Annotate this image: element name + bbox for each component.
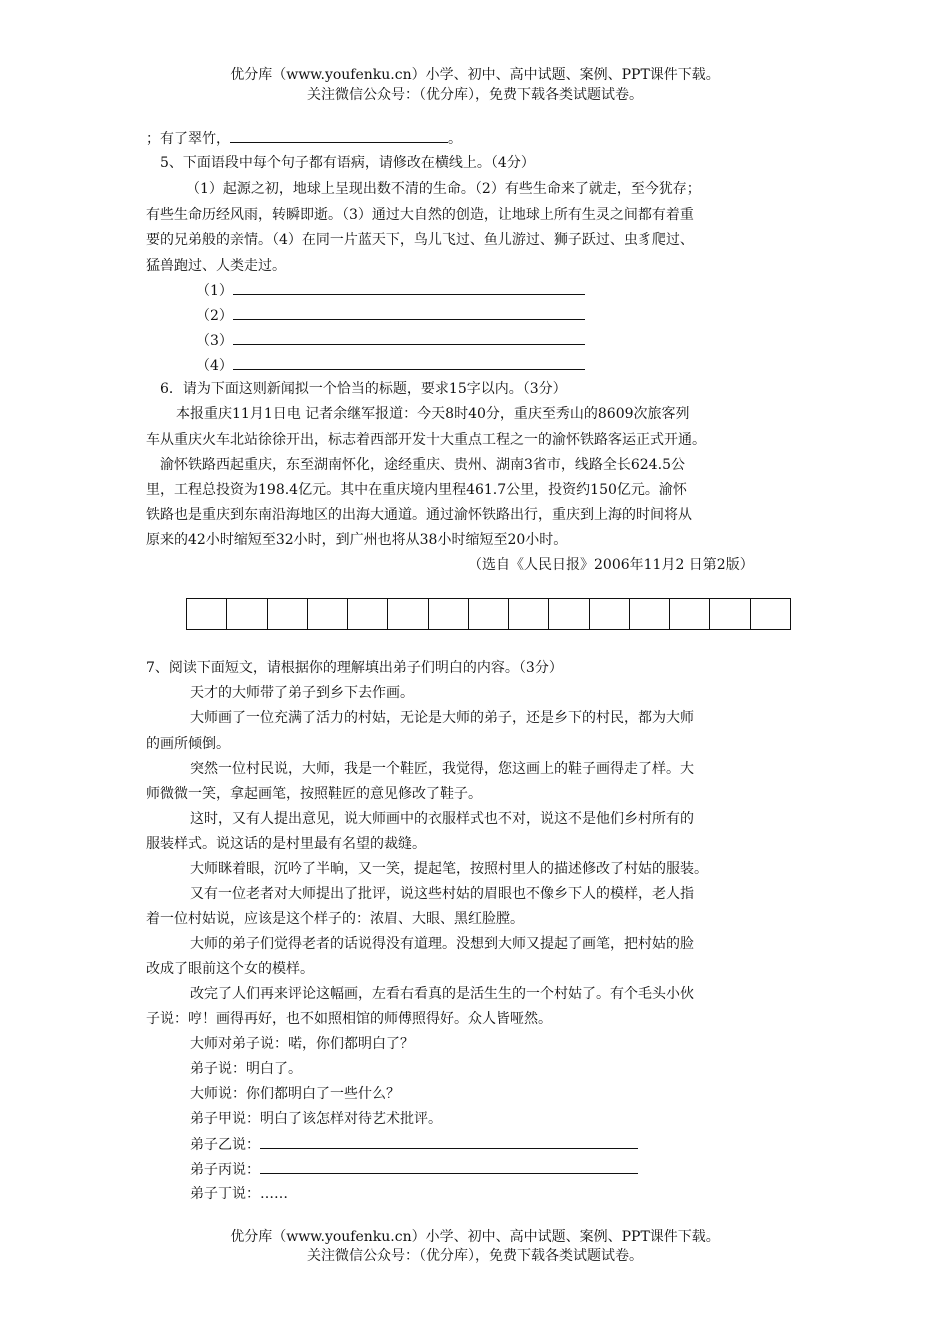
q7-disciple-c-row — [190, 1159, 638, 1180]
q4-answer-blank[interactable] — [230, 128, 448, 143]
q7-story-line: 天才的大师带了弟子到乡下去作画。 — [190, 685, 414, 701]
q6-news-line-1: 本报重庆11月1日电 记者余继军报道：今天8时40分，重庆至秀山的8609次旅客列 — [176, 406, 690, 422]
q7-story-line: 的画所倾倒。 — [146, 736, 230, 752]
q5-para-line-4: 猛兽跑过、人类走过。 — [146, 258, 286, 274]
q5-answer-label: （3） — [196, 333, 233, 349]
q5-para-line-1: （1）起源之初，地球上呈现出数不清的生命。（2）有些生命来了就走，至今犹存； — [186, 181, 701, 197]
q4-suffix: 。 — [448, 131, 462, 147]
answer-cell[interactable] — [388, 599, 428, 629]
header-line-2: 关注微信公众号：（优分库），免费下载各类试题试卷。 — [307, 87, 643, 103]
q5-answer-blank[interactable] — [233, 355, 585, 370]
q6-news-line-4: 里，工程总投资为198.4亿元。其中在重庆境内里程461.7公里，投资约150亿元。渝怀 — [146, 482, 687, 498]
answer-cell[interactable] — [549, 599, 589, 629]
q7-story-line: 大师眯着眼，沉吟了半晌，又一笑，提起笔，按照村里人的描述修改了村姑的服装。 — [190, 861, 708, 877]
q7-story-line: 又有一位老者对大师提出了批评，说这些村姑的眉眼也不像乡下人的模样，老人指 — [190, 886, 694, 902]
q7-story-line: 弟子甲说：明白了该怎样对待艺术批评。 — [190, 1111, 442, 1127]
q7-story-line: 大师的弟子们觉得老者的话说得没有道理。没想到大师又提起了画笔，把村姑的脸 — [190, 936, 694, 952]
q7-disciple-b-row — [190, 1134, 638, 1155]
answer-cell[interactable] — [630, 599, 670, 629]
q5-answer-blank[interactable] — [233, 280, 585, 295]
answer-cell[interactable] — [670, 599, 710, 629]
q7-story-line: 子说：哼！画得再好，也不如照相馆的师傅照得好。众人皆哑然。 — [146, 1011, 552, 1027]
footer-line-1: 优分库（www.youfenku.cn）小学、初中、高中试题、案例、PPT课件下载。 — [230, 1229, 720, 1245]
q7-disciple-b-blank[interactable] — [260, 1134, 638, 1149]
q7-story-line: 着一位村姑说，应该是这个样子的：浓眉、大眼、黑红脸膛。 — [146, 911, 524, 927]
q5-answer-row-4 — [196, 355, 585, 376]
q7-story-line: 服装样式。说这话的是村里最有名望的裁缝。 — [146, 836, 426, 852]
q6-title: 6．请为下面这则新闻拟一个恰当的标题，要求15字以内。（3分） — [160, 381, 567, 397]
footer-line-2: 关注微信公众号：（优分库），免费下载各类试题试卷。 — [307, 1248, 643, 1264]
q5-answer-row-2 — [196, 305, 585, 326]
q6-news-line-2: 车从重庆火车北站徐徐开出，标志着西部开发十大重点工程之一的渝怀铁路客运正式开通。 — [146, 432, 706, 448]
q7-disciple-c-blank[interactable] — [260, 1159, 638, 1174]
q7-title: 7、阅读下面短文，请根据你的理解填出弟子们明白的内容。（3分） — [146, 660, 563, 676]
q5-title: 5、下面语段中每个句子都有语病，请修改在横线上。（4分） — [160, 155, 535, 171]
q5-answer-label: （4） — [196, 358, 233, 374]
q5-para-line-2: 有些生命历经风雨，转瞬即逝。（3）通过大自然的创造，让地球上所有生灵之间都有着重 — [146, 207, 694, 223]
q7-story-line: 大师画了一位充满了活力的村姑，无论是大师的弟子，还是乡下的村民，都为大师 — [190, 710, 694, 726]
answer-cell[interactable] — [227, 599, 267, 629]
q7-disciple-b-label: 弟子乙说： — [190, 1137, 260, 1153]
q7-story-line: 大师对弟子说：喏，你们都明白了？ — [190, 1036, 414, 1052]
q4-line — [146, 128, 462, 149]
q5-answer-label: （1） — [196, 283, 233, 299]
answer-cell[interactable] — [710, 599, 750, 629]
q5-answer-row-1 — [196, 280, 585, 301]
q7-story-line: 突然一位村民说，大师，我是一个鞋匠，我觉得，您这画上的鞋子画得走了样。大 — [190, 761, 694, 777]
header-line-1: 优分库（www.youfenku.cn）小学、初中、高中试题、案例、PPT课件下载。 — [230, 67, 720, 83]
q5-answer-blank[interactable] — [233, 330, 585, 345]
q7-disciple-c-label: 弟子丙说： — [190, 1162, 260, 1178]
answer-cell[interactable] — [469, 599, 509, 629]
q7-story-line: 大师说：你们都明白了一些什么？ — [190, 1086, 400, 1102]
answer-cell[interactable] — [187, 599, 227, 629]
answer-cell[interactable] — [268, 599, 308, 629]
q7-story-line: 师微微一笑，拿起画笔，按照鞋匠的意见修改了鞋子。 — [146, 786, 482, 802]
q5-answer-label: （2） — [196, 308, 233, 324]
answer-cell[interactable] — [348, 599, 388, 629]
answer-cell[interactable] — [751, 599, 790, 629]
q6-news-line-6: 原来的42小时缩短至32小时，到广州也将从38小时缩短至20小时。 — [146, 532, 568, 548]
q5-para-line-3: 要的兄弟般的亲情。（4）在同一片蓝天下，鸟儿飞过、鱼儿游过、狮子跃过、虫豸爬过、 — [146, 232, 694, 248]
q5-answer-row-3 — [196, 330, 585, 351]
q7-story-line: 这时，又有人提出意见，说大师画中的衣服样式也不对，说这不是他们乡村所有的 — [190, 811, 694, 827]
q7-story-line: 改成了眼前这个女的模样。 — [146, 961, 314, 977]
q6-source: （选自《人民日报》2006年11月2 日第2版） — [468, 557, 754, 573]
q6-title-answer-grid — [186, 598, 791, 630]
q4-prefix: ；有了翠竹， — [146, 131, 230, 147]
q5-answer-blank[interactable] — [233, 305, 585, 320]
q7-story-line: 弟子说：明白了。 — [190, 1061, 302, 1077]
answer-cell[interactable] — [429, 599, 469, 629]
q7-story-line: 改完了人们再来评论这幅画，左看右看真的是活生生的一个村姑了。有个毛头小伙 — [190, 986, 694, 1002]
answer-cell[interactable] — [308, 599, 348, 629]
answer-cell[interactable] — [509, 599, 549, 629]
q6-news-line-5: 铁路也是重庆到东南沿海地区的出海大通道。通过渝怀铁路出行，重庆到上海的时间将从 — [146, 507, 692, 523]
q6-news-line-3: 渝怀铁路西起重庆，东至湖南怀化，途经重庆、贵州、湖南3省市，线路全长624.5公 — [160, 457, 685, 473]
answer-cell[interactable] — [590, 599, 630, 629]
q7-disciple-d-line: 弟子丁说：…… — [190, 1186, 288, 1202]
